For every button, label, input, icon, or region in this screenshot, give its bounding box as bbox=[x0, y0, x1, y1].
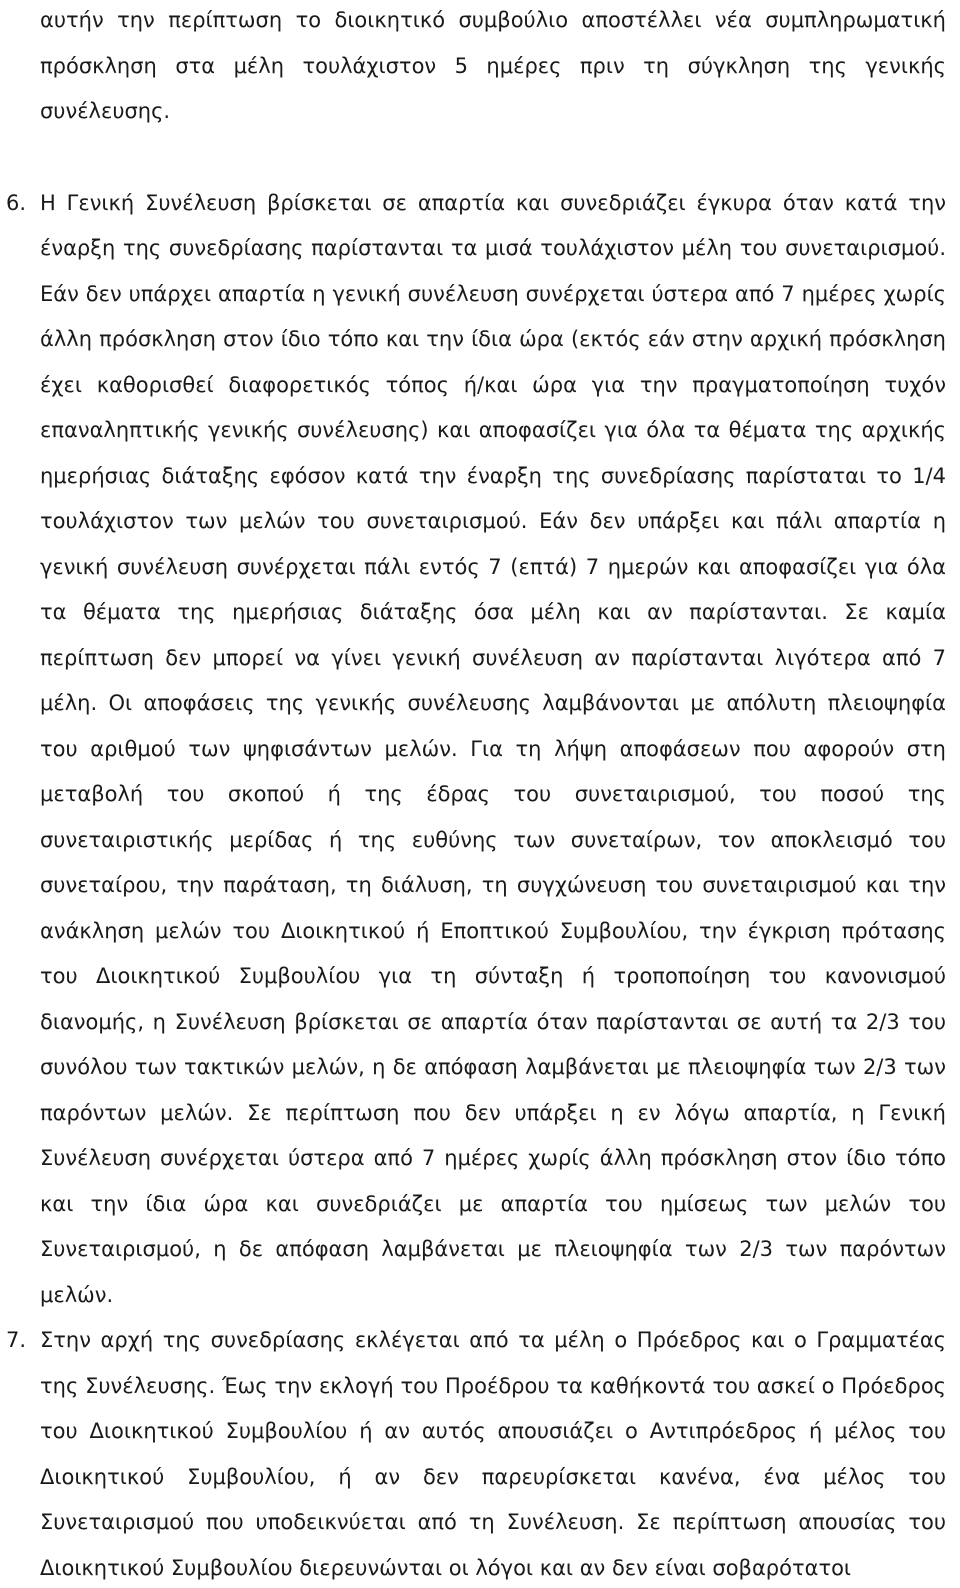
list-item-7 bbox=[6, 1318, 946, 1588]
item-number: 6. bbox=[6, 190, 27, 215]
list-item-6 bbox=[6, 181, 946, 1319]
item-number: 7. bbox=[6, 1328, 27, 1352]
item-text: Στην αρχή της συνεδρίασης εκλέγεται από τα μέλη ο Πρόεδρος και ο Γραμματέας της Συνέλευσης. Έως την εκλογή του Προέδρου τα καθήκοντά του ασκεί ο Πρόεδρος του Διοικητικού Συμβουλίου ή αν αυτός απουσιάζει ο Αντιπρόεδρος ή μέλος του Διοικητικού Συμβουλίου, ή αν δεν παρευρίσκεται κανένα, ένα μέλος του Συνεταιρισμού που υποδεικνύεται από τη Συνέλευση. Σε περίπτωση απουσίας του Διοικητικού Συμβουλίου διερευνώνται οι λόγοι και αν δεν είναι σοβαρότατοι bbox=[40, 1328, 946, 1580]
intro-paragraph: αυτήν την περίπτωση το διοικητικό συμβούλιο αποστέλλει νέα συμπληρωματική πρόσκληση στα μέλη τουλάχιστον 5 ημέρες πριν τη σύγκληση της γενικής συνέλευσης. bbox=[40, 8, 946, 123]
paragraph-spacer bbox=[40, 135, 946, 181]
item-text: Η Γενική Συνέλευση βρίσκεται σε απαρτία και συνεδριάζει έγκυρα όταν κατά την έναρξη της συνεδρίασης παρίστανται τα μισά τουλάχιστον μέλη του συνεταιρισμού. Εάν δεν υπάρχει απαρτία η γενική συνέλευση συνέρχεται ύστερα από 7 ημέρες χωρίς άλλη πρόσκληση στον ίδιο τόπο και την ίδια ώρα (εκτός εάν στην αρχική πρόσκληση έχει καθορισθεί διαφορετικός τόπος ή/και ώρα για την πραγματοποίηση τυχόν επαναληπτικής γενικής συνέλευσης) και αποφασίζει για όλα τα θέματα της αρχικής ημερήσιας διάταξης εφόσον κατά την έναρξη της συνεδρίασης παρίσταται το 1/4 τουλάχιστον των μελών του συνεταιρισμού. Εάν δεν υπάρξει και πάλι απαρτία η γενική συνέλευση συνέρχεται πάλι εντός 7 (επτά) 7 ημερών και αποφασίζει για όλα τα θέματα της ημερήσιας διάταξης όσα μέλη και αν παρίστανται. Σε καμία περίπτωση δεν μπορεί να γίνει γενική συνέλευση αν παρίστανται λιγότερα από 7 μέλη. Οι αποφάσεις της γενικής συνέλευσης λαμβάνονται με απόλυτη πλειοψηφία του αριθμού των ψηφισάντων μελών. Για τη λήψη αποφάσεων που αφορούν στη μεταβολή του σκοπού ή της έδρας του συνεταιρισμού, του ποσού της συνεταιριστικής μερίδας ή της ευθύνης των συνεταίρων, τον αποκλεισμό του συνεταίρου, την παράταση, τη διάλυση, τη συγχώνευση του συνεταιρισμού και την ανάκληση μελών του Διοικητικού ή Εποπτικού Συμβουλίου, την έγκριση πρότασης του Διοικητικού Συμβουλίου για τη σύνταξη ή τροποποίηση του κανονισμού διανομής, η Συνέλευση βρίσκεται σε απαρτία όταν παρίστανται σε αυτή τα 2/3 του συνόλου των τακτικών μελών, η δε απόφαση λαμβάνεται με πλειοψηφία των 2/3 των παρόντων μελών. Σε περίπτωση που δεν υπάρξει η εν λόγω απαρτία, η Γενική Συνέλευση συνέρχεται ύστερα από 7 ημέρες χωρίς άλλη πρόσκληση στον ίδιο τόπο και την ίδια ώρα και συνεδριάζει με απαρτία του ημίσεως των μελών του Συνεταιρισμού, η δε απόφαση λαμβάνεται με πλειοψηφία των 2/3 των παρόντων μελών. bbox=[40, 190, 946, 1307]
